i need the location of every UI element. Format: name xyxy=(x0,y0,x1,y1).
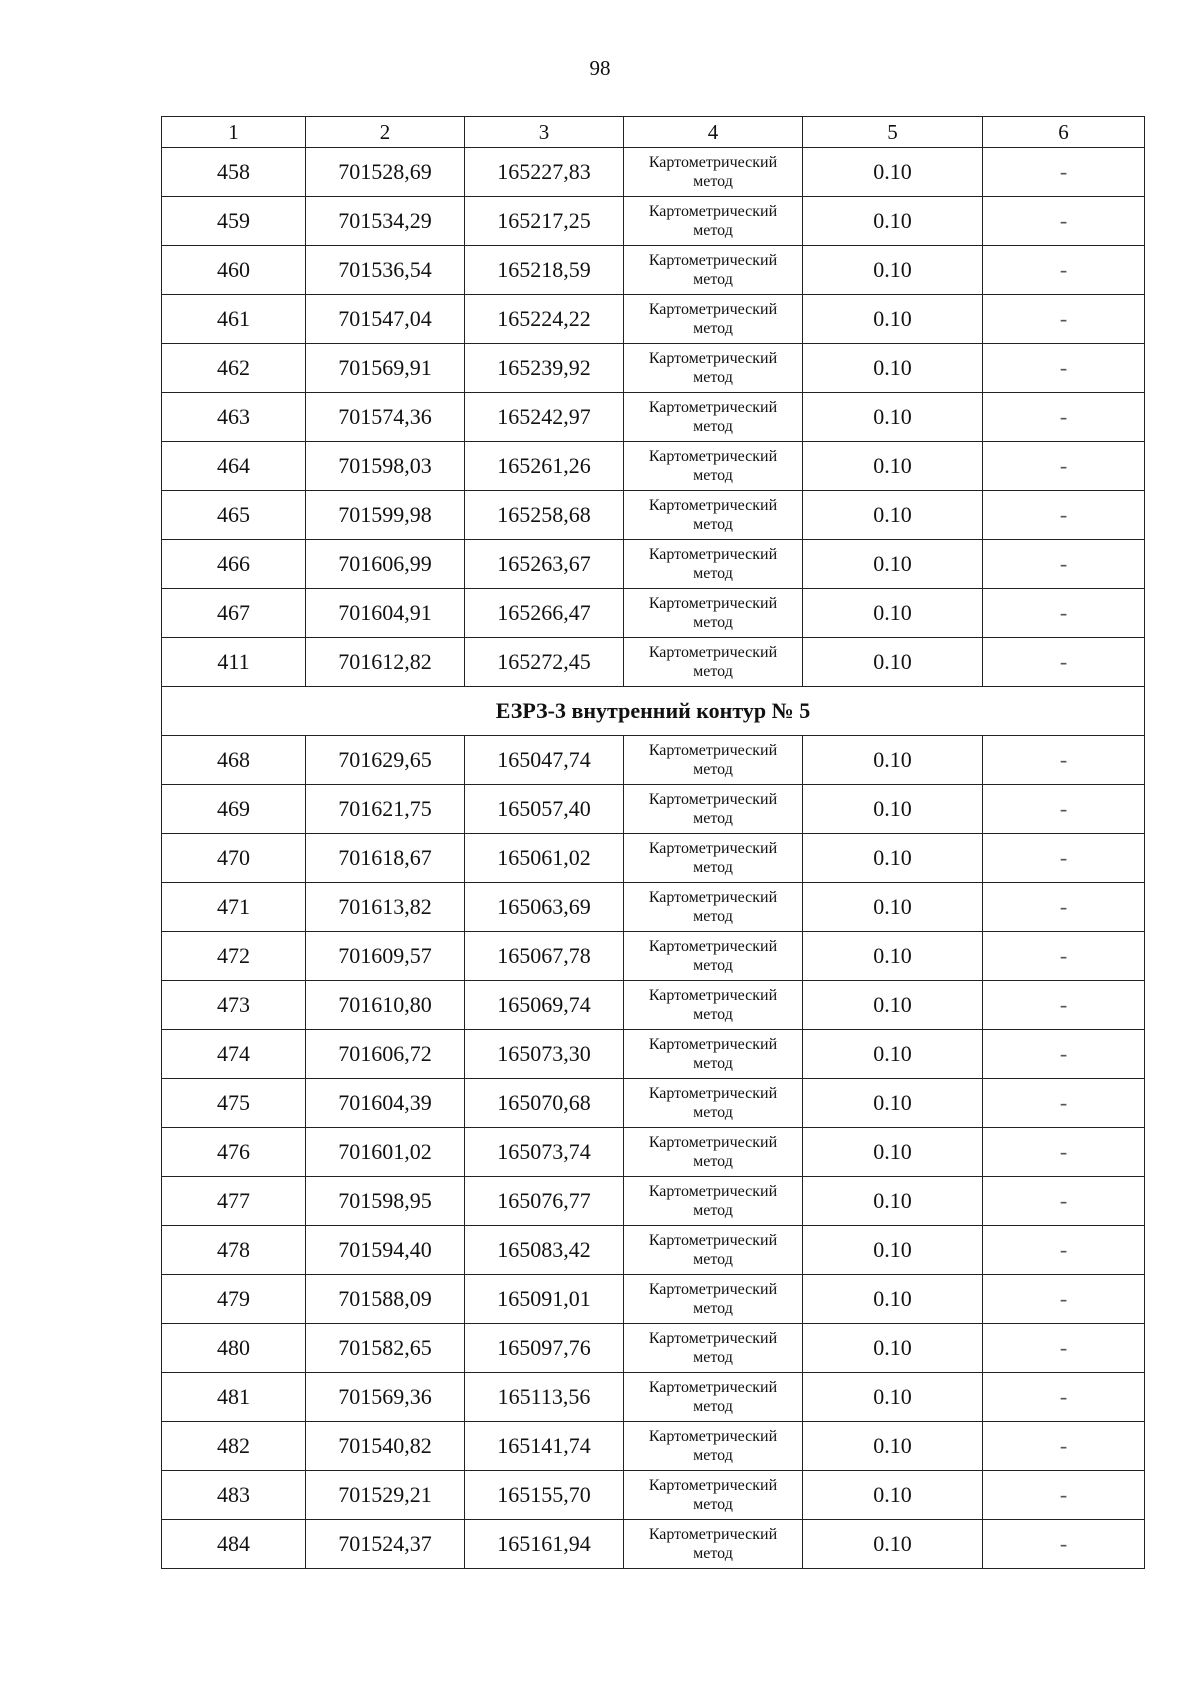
point-number-cell: 472 xyxy=(162,932,306,981)
page-number: 98 xyxy=(589,56,611,80)
y-coordinate-cell: 165239,92 xyxy=(465,344,624,393)
method-line-1: Картометрический xyxy=(648,1525,778,1543)
method-line-1: Картометрический xyxy=(648,202,778,220)
y-coordinate-cell: 165069,74 xyxy=(465,981,624,1030)
table-row xyxy=(162,638,1145,687)
point-number-cell: 462 xyxy=(162,344,306,393)
method-cell xyxy=(624,1079,803,1128)
point-number-cell: 460 xyxy=(162,246,306,295)
note-cell: - xyxy=(983,442,1145,491)
note-cell: - xyxy=(983,1324,1145,1373)
x-coordinate-cell: 701629,65 xyxy=(306,736,465,785)
method-line-1: Картометрический xyxy=(648,1035,778,1053)
y-coordinate-cell: 165217,25 xyxy=(465,197,624,246)
x-coordinate-cell: 701610,80 xyxy=(306,981,465,1030)
accuracy-cell: 0.10 xyxy=(803,736,983,785)
note-cell: - xyxy=(983,246,1145,295)
point-number-cell: 411 xyxy=(162,638,306,687)
point-number-cell: 458 xyxy=(162,148,306,197)
table-row xyxy=(162,1324,1145,1373)
x-coordinate-cell: 701599,98 xyxy=(306,491,465,540)
section-title-row xyxy=(162,687,1145,736)
point-number-cell: 484 xyxy=(162,1520,306,1569)
table-row xyxy=(162,1128,1145,1177)
method-line-2: метод xyxy=(693,1447,733,1464)
method-cell xyxy=(624,148,803,197)
method-line-1: Картометрический xyxy=(648,1280,778,1298)
table-row xyxy=(162,1079,1145,1128)
point-number-cell: 468 xyxy=(162,736,306,785)
accuracy-cell: 0.10 xyxy=(803,148,983,197)
point-number-cell: 470 xyxy=(162,834,306,883)
x-coordinate-cell: 701534,29 xyxy=(306,197,465,246)
y-coordinate-cell: 165097,76 xyxy=(465,1324,624,1373)
y-coordinate-cell: 165155,70 xyxy=(465,1471,624,1520)
x-coordinate-cell: 701540,82 xyxy=(306,1422,465,1471)
column-number-header: 5 xyxy=(803,117,983,148)
point-number-cell: 481 xyxy=(162,1373,306,1422)
table-row xyxy=(162,1422,1145,1471)
point-number-cell: 483 xyxy=(162,1471,306,1520)
method-cell xyxy=(624,638,803,687)
y-coordinate-cell: 165218,59 xyxy=(465,246,624,295)
column-number-header: 2 xyxy=(306,117,465,148)
note-cell: - xyxy=(983,344,1145,393)
method-cell xyxy=(624,393,803,442)
x-coordinate-cell: 701528,69 xyxy=(306,148,465,197)
table-row xyxy=(162,981,1145,1030)
note-cell: - xyxy=(983,834,1145,883)
method-line-2: метод xyxy=(693,320,733,337)
method-cell xyxy=(624,491,803,540)
x-coordinate-cell: 701613,82 xyxy=(306,883,465,932)
note-cell: - xyxy=(983,1471,1145,1520)
y-coordinate-cell: 165141,74 xyxy=(465,1422,624,1471)
accuracy-cell: 0.10 xyxy=(803,295,983,344)
x-coordinate-cell: 701604,39 xyxy=(306,1079,465,1128)
method-cell xyxy=(624,1226,803,1275)
point-number-cell: 471 xyxy=(162,883,306,932)
method-line-1: Картометрический xyxy=(648,594,778,612)
method-line-2: метод xyxy=(693,1104,733,1121)
accuracy-cell: 0.10 xyxy=(803,932,983,981)
method-line-2: метод xyxy=(693,271,733,288)
method-line-2: метод xyxy=(693,1153,733,1170)
method-line-2: метод xyxy=(693,1055,733,1072)
note-cell: - xyxy=(983,981,1145,1030)
method-line-1: Картометрический xyxy=(648,349,778,367)
y-coordinate-cell: 165070,68 xyxy=(465,1079,624,1128)
method-cell xyxy=(624,197,803,246)
y-coordinate-cell: 165063,69 xyxy=(465,883,624,932)
table-row xyxy=(162,1030,1145,1079)
y-coordinate-cell: 165067,78 xyxy=(465,932,624,981)
x-coordinate-cell: 701569,36 xyxy=(306,1373,465,1422)
method-line-2: метод xyxy=(693,614,733,631)
method-cell xyxy=(624,589,803,638)
accuracy-cell: 0.10 xyxy=(803,1324,983,1373)
x-coordinate-cell: 701529,21 xyxy=(306,1471,465,1520)
method-line-2: метод xyxy=(693,467,733,484)
table-row xyxy=(162,1226,1145,1275)
table-row xyxy=(162,883,1145,932)
method-line-2: метод xyxy=(693,516,733,533)
x-coordinate-cell: 701618,67 xyxy=(306,834,465,883)
y-coordinate-cell: 165227,83 xyxy=(465,148,624,197)
y-coordinate-cell: 165272,45 xyxy=(465,638,624,687)
point-number-cell: 477 xyxy=(162,1177,306,1226)
method-line-2: метод xyxy=(693,1202,733,1219)
method-line-1: Картометрический xyxy=(648,741,778,759)
y-coordinate-cell: 165083,42 xyxy=(465,1226,624,1275)
table-row xyxy=(162,393,1145,442)
method-line-2: метод xyxy=(693,1300,733,1317)
method-line-1: Картометрический xyxy=(648,937,778,955)
method-cell xyxy=(624,785,803,834)
method-line-2: метод xyxy=(693,1398,733,1415)
table-row xyxy=(162,148,1145,197)
note-cell: - xyxy=(983,1177,1145,1226)
x-coordinate-cell: 701588,09 xyxy=(306,1275,465,1324)
accuracy-cell: 0.10 xyxy=(803,491,983,540)
method-line-1: Картометрический xyxy=(648,398,778,416)
method-cell xyxy=(624,883,803,932)
note-cell: - xyxy=(983,1520,1145,1569)
y-coordinate-cell: 165057,40 xyxy=(465,785,624,834)
column-number-header: 1 xyxy=(162,117,306,148)
note-cell: - xyxy=(983,883,1145,932)
method-cell xyxy=(624,1177,803,1226)
accuracy-cell: 0.10 xyxy=(803,197,983,246)
table-row xyxy=(162,1471,1145,1520)
accuracy-cell: 0.10 xyxy=(803,1471,983,1520)
y-coordinate-cell: 165242,97 xyxy=(465,393,624,442)
note-cell: - xyxy=(983,736,1145,785)
note-cell: - xyxy=(983,540,1145,589)
note-cell: - xyxy=(983,393,1145,442)
point-number-cell: 464 xyxy=(162,442,306,491)
table-row xyxy=(162,736,1145,785)
point-number-cell: 473 xyxy=(162,981,306,1030)
note-cell: - xyxy=(983,932,1145,981)
y-coordinate-cell: 165047,74 xyxy=(465,736,624,785)
method-line-1: Картометрический xyxy=(648,1427,778,1445)
point-number-cell: 475 xyxy=(162,1079,306,1128)
method-line-2: метод xyxy=(693,663,733,680)
accuracy-cell: 0.10 xyxy=(803,1422,983,1471)
column-number-header-row xyxy=(162,117,1145,148)
accuracy-cell: 0.10 xyxy=(803,589,983,638)
method-cell xyxy=(624,736,803,785)
method-line-2: метод xyxy=(693,418,733,435)
method-line-2: метод xyxy=(693,761,733,778)
method-cell xyxy=(624,540,803,589)
table-row xyxy=(162,197,1145,246)
method-line-1: Картометрический xyxy=(648,153,778,171)
method-cell xyxy=(624,295,803,344)
note-cell: - xyxy=(983,1422,1145,1471)
method-line-2: метод xyxy=(693,369,733,386)
table-row xyxy=(162,442,1145,491)
accuracy-cell: 0.10 xyxy=(803,834,983,883)
method-cell xyxy=(624,932,803,981)
note-cell: - xyxy=(983,197,1145,246)
y-coordinate-cell: 165224,22 xyxy=(465,295,624,344)
table-row xyxy=(162,1177,1145,1226)
point-number-cell: 480 xyxy=(162,1324,306,1373)
x-coordinate-cell: 701621,75 xyxy=(306,785,465,834)
method-line-1: Картометрический xyxy=(648,643,778,661)
point-number-cell: 463 xyxy=(162,393,306,442)
method-line-2: метод xyxy=(693,1251,733,1268)
accuracy-cell: 0.10 xyxy=(803,540,983,589)
method-cell xyxy=(624,981,803,1030)
method-line-2: метод xyxy=(693,859,733,876)
table-row xyxy=(162,1373,1145,1422)
method-cell xyxy=(624,1128,803,1177)
point-number-cell: 482 xyxy=(162,1422,306,1471)
table-row xyxy=(162,785,1145,834)
accuracy-cell: 0.10 xyxy=(803,344,983,393)
x-coordinate-cell: 701574,36 xyxy=(306,393,465,442)
accuracy-cell: 0.10 xyxy=(803,246,983,295)
method-line-2: метод xyxy=(693,565,733,582)
method-line-1: Картометрический xyxy=(648,1329,778,1347)
table-row xyxy=(162,246,1145,295)
y-coordinate-cell: 165263,67 xyxy=(465,540,624,589)
table-row xyxy=(162,491,1145,540)
table-row xyxy=(162,932,1145,981)
point-number-cell: 478 xyxy=(162,1226,306,1275)
method-line-2: метод xyxy=(693,173,733,190)
coordinates-table xyxy=(161,116,1145,1569)
method-cell xyxy=(624,1422,803,1471)
note-cell: - xyxy=(983,1128,1145,1177)
column-number-header: 4 xyxy=(624,117,803,148)
accuracy-cell: 0.10 xyxy=(803,1520,983,1569)
accuracy-cell: 0.10 xyxy=(803,1226,983,1275)
accuracy-cell: 0.10 xyxy=(803,442,983,491)
accuracy-cell: 0.10 xyxy=(803,1275,983,1324)
y-coordinate-cell: 165076,77 xyxy=(465,1177,624,1226)
y-coordinate-cell: 165258,68 xyxy=(465,491,624,540)
note-cell: - xyxy=(983,148,1145,197)
method-line-1: Картометрический xyxy=(648,1084,778,1102)
point-number-cell: 465 xyxy=(162,491,306,540)
method-line-1: Картометрический xyxy=(648,251,778,269)
column-number-header: 3 xyxy=(465,117,624,148)
method-line-2: метод xyxy=(693,1496,733,1513)
point-number-cell: 479 xyxy=(162,1275,306,1324)
accuracy-cell: 0.10 xyxy=(803,393,983,442)
method-cell xyxy=(624,1373,803,1422)
method-line-1: Картометрический xyxy=(648,300,778,318)
x-coordinate-cell: 701598,03 xyxy=(306,442,465,491)
point-number-cell: 467 xyxy=(162,589,306,638)
x-coordinate-cell: 701606,99 xyxy=(306,540,465,589)
accuracy-cell: 0.10 xyxy=(803,1030,983,1079)
method-line-2: метод xyxy=(693,957,733,974)
x-coordinate-cell: 701604,91 xyxy=(306,589,465,638)
table-row xyxy=(162,1520,1145,1569)
y-coordinate-cell: 165113,56 xyxy=(465,1373,624,1422)
accuracy-cell: 0.10 xyxy=(803,1177,983,1226)
method-line-1: Картометрический xyxy=(648,888,778,906)
method-line-2: метод xyxy=(693,1349,733,1366)
y-coordinate-cell: 165161,94 xyxy=(465,1520,624,1569)
coordinates-table-body xyxy=(162,117,1145,1569)
method-line-2: метод xyxy=(693,908,733,925)
method-line-2: метод xyxy=(693,1006,733,1023)
point-number-cell: 466 xyxy=(162,540,306,589)
point-number-cell: 459 xyxy=(162,197,306,246)
table-row xyxy=(162,834,1145,883)
method-line-1: Картометрический xyxy=(648,496,778,514)
note-cell: - xyxy=(983,1373,1145,1422)
x-coordinate-cell: 701582,65 xyxy=(306,1324,465,1373)
method-line-1: Картометрический xyxy=(648,1182,778,1200)
accuracy-cell: 0.10 xyxy=(803,638,983,687)
note-cell: - xyxy=(983,1030,1145,1079)
x-coordinate-cell: 701612,82 xyxy=(306,638,465,687)
x-coordinate-cell: 701594,40 xyxy=(306,1226,465,1275)
method-line-1: Картометрический xyxy=(648,986,778,1004)
accuracy-cell: 0.10 xyxy=(803,1373,983,1422)
method-cell xyxy=(624,1275,803,1324)
method-line-1: Картометрический xyxy=(648,1133,778,1151)
x-coordinate-cell: 701524,37 xyxy=(306,1520,465,1569)
method-line-2: метод xyxy=(693,1545,733,1562)
point-number-cell: 474 xyxy=(162,1030,306,1079)
y-coordinate-cell: 165073,30 xyxy=(465,1030,624,1079)
note-cell: - xyxy=(983,1079,1145,1128)
method-line-2: метод xyxy=(693,222,733,239)
note-cell: - xyxy=(983,638,1145,687)
x-coordinate-cell: 701598,95 xyxy=(306,1177,465,1226)
accuracy-cell: 0.10 xyxy=(803,1079,983,1128)
method-line-1: Картометрический xyxy=(648,790,778,808)
x-coordinate-cell: 701547,04 xyxy=(306,295,465,344)
y-coordinate-cell: 165266,47 xyxy=(465,589,624,638)
method-cell xyxy=(624,1324,803,1373)
note-cell: - xyxy=(983,295,1145,344)
x-coordinate-cell: 701601,02 xyxy=(306,1128,465,1177)
x-coordinate-cell: 701609,57 xyxy=(306,932,465,981)
method-line-1: Картометрический xyxy=(648,1378,778,1396)
point-number-cell: 469 xyxy=(162,785,306,834)
x-coordinate-cell: 701606,72 xyxy=(306,1030,465,1079)
method-line-1: Картометрический xyxy=(648,545,778,563)
method-line-1: Картометрический xyxy=(648,1231,778,1249)
column-number-header: 6 xyxy=(983,117,1145,148)
method-line-1: Картометрический xyxy=(648,447,778,465)
method-cell xyxy=(624,442,803,491)
method-cell xyxy=(624,1030,803,1079)
table-row xyxy=(162,1275,1145,1324)
y-coordinate-cell: 165073,74 xyxy=(465,1128,624,1177)
method-cell xyxy=(624,246,803,295)
point-number-cell: 461 xyxy=(162,295,306,344)
x-coordinate-cell: 701569,91 xyxy=(306,344,465,393)
method-line-2: метод xyxy=(693,810,733,827)
method-cell xyxy=(624,1471,803,1520)
method-cell xyxy=(624,1520,803,1569)
method-cell xyxy=(624,344,803,393)
method-line-1: Картометрический xyxy=(648,839,778,857)
y-coordinate-cell: 165061,02 xyxy=(465,834,624,883)
section-title: ЕЗРЗ-3 внутренний контур № 5 xyxy=(162,687,1145,736)
x-coordinate-cell: 701536,54 xyxy=(306,246,465,295)
point-number-cell: 476 xyxy=(162,1128,306,1177)
table-row xyxy=(162,540,1145,589)
table-row xyxy=(162,344,1145,393)
table-row xyxy=(162,295,1145,344)
y-coordinate-cell: 165261,26 xyxy=(465,442,624,491)
accuracy-cell: 0.10 xyxy=(803,883,983,932)
y-coordinate-cell: 165091,01 xyxy=(465,1275,624,1324)
method-cell xyxy=(624,834,803,883)
note-cell: - xyxy=(983,785,1145,834)
note-cell: - xyxy=(983,1275,1145,1324)
accuracy-cell: 0.10 xyxy=(803,785,983,834)
method-line-1: Картометрический xyxy=(648,1476,778,1494)
table-row xyxy=(162,589,1145,638)
note-cell: - xyxy=(983,589,1145,638)
accuracy-cell: 0.10 xyxy=(803,981,983,1030)
note-cell: - xyxy=(983,1226,1145,1275)
accuracy-cell: 0.10 xyxy=(803,1128,983,1177)
note-cell: - xyxy=(983,491,1145,540)
